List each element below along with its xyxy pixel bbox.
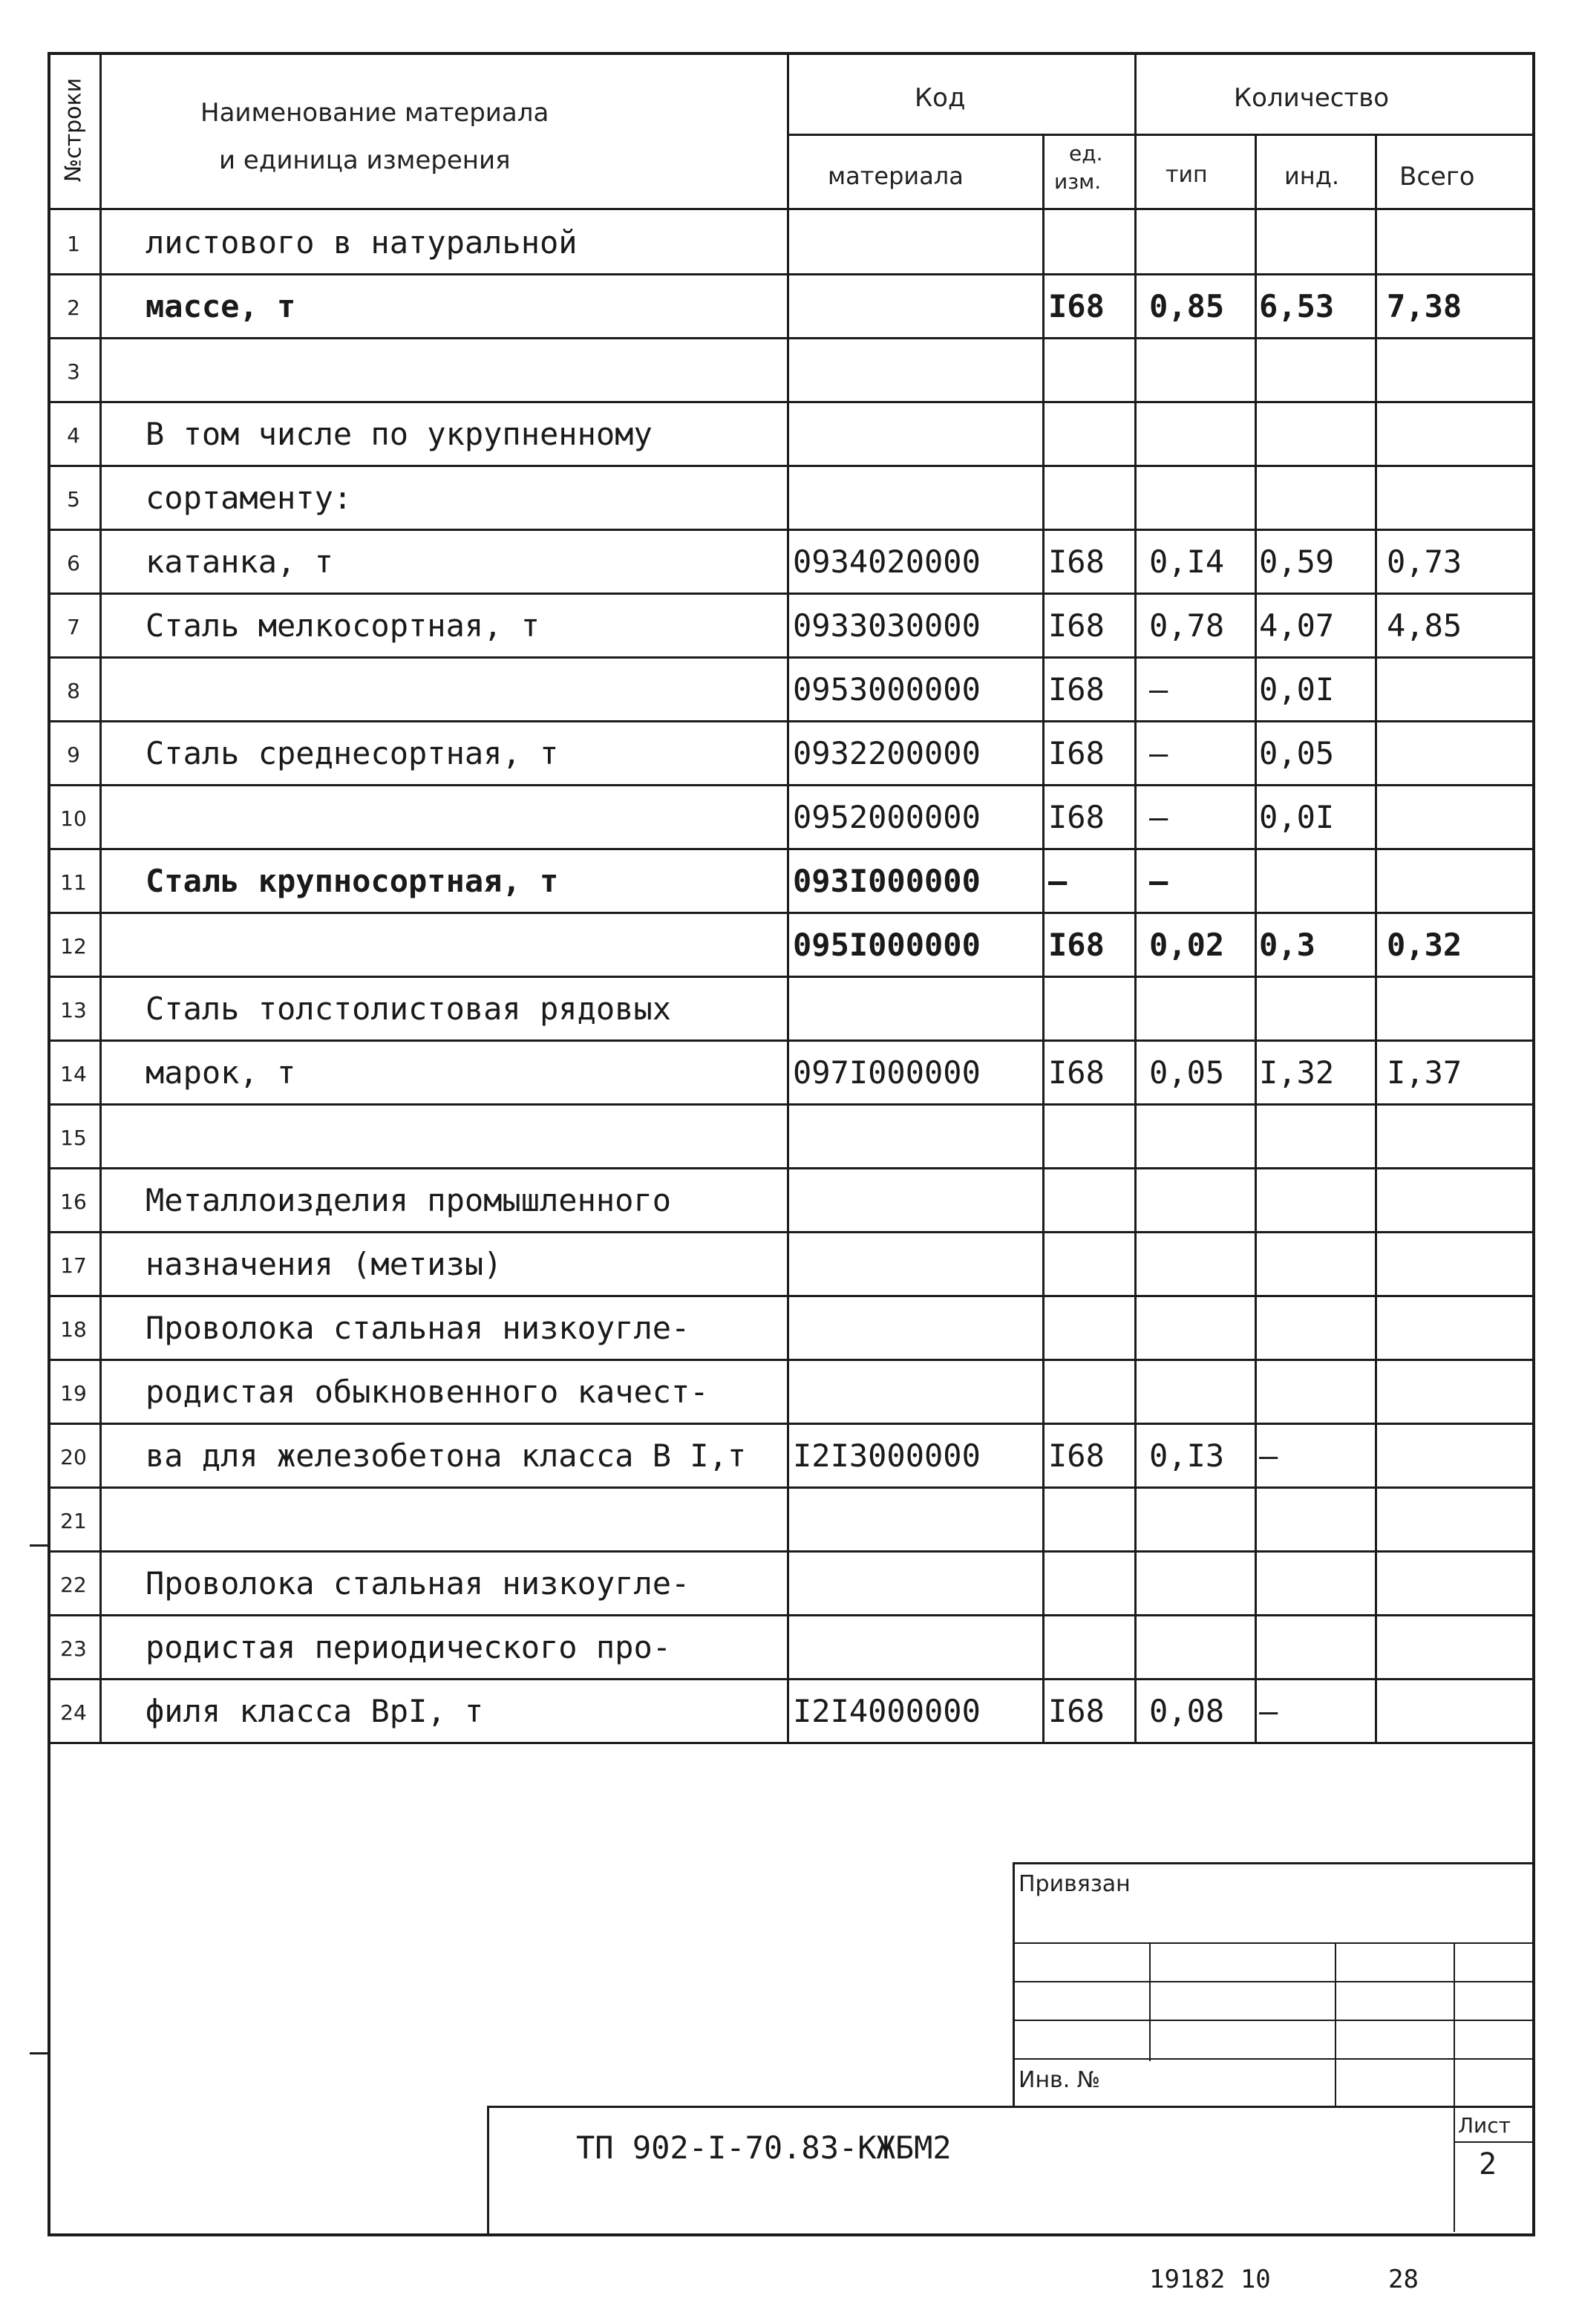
frame-right: [1532, 52, 1535, 2236]
unit-code: I68: [1048, 607, 1105, 644]
row-number: 8: [67, 679, 80, 703]
type-header: тип: [1166, 162, 1208, 188]
row-divider: [48, 1359, 1535, 1361]
row-divider: [48, 656, 1535, 659]
qty-ind: –: [1259, 1437, 1278, 1474]
row-number: 24: [60, 1700, 87, 1725]
margin-tick-top: [30, 1544, 49, 1547]
frame-bottom: [48, 2233, 1535, 2236]
material-name: ва для железобетона класса В I,т: [146, 1437, 747, 1474]
material-name: марок, т: [146, 1054, 296, 1091]
material-name: назначения (метизы): [146, 1246, 503, 1282]
name-header-line1: Наименование материала: [200, 98, 549, 128]
material-code: 095I000000: [793, 927, 981, 963]
row-number: 6: [67, 551, 80, 575]
col-line-type: [1255, 134, 1257, 1742]
material-code-header: материала: [828, 162, 964, 190]
sheet-box-line: [1454, 2141, 1534, 2143]
material-code: 0933030000: [793, 607, 981, 644]
qty-ind: 0,0I: [1259, 671, 1335, 708]
unit-code: I68: [1048, 927, 1105, 963]
unit-code: –: [1048, 863, 1068, 899]
row-divider: [48, 465, 1535, 467]
row-divider: [48, 1550, 1535, 1553]
row-number: 17: [60, 1253, 87, 1278]
material-name: Проволока стальная низкоугле-: [146, 1310, 690, 1346]
row-divider: [48, 401, 1535, 403]
qty-ind: 0,05: [1259, 735, 1335, 771]
row-divider: [48, 912, 1535, 914]
qty-type: 0,I4: [1149, 544, 1225, 580]
qty-ind: 0,3: [1259, 927, 1315, 963]
unit-code: I68: [1048, 799, 1105, 835]
archive-number: 19182 10: [1149, 2265, 1271, 2294]
qty-total: 7,38: [1387, 288, 1462, 324]
material-name: Сталь мелкосортная, т: [146, 607, 540, 644]
qty-total: 0,32: [1387, 927, 1462, 963]
material-code: 097I000000: [793, 1054, 981, 1091]
stamp-title-left: [487, 2106, 489, 2235]
row-divider: [48, 1486, 1535, 1489]
qty-type: –: [1149, 799, 1168, 835]
row-divider: [48, 1742, 1535, 1744]
col-line-code: [1042, 134, 1045, 1742]
sheet-label: Лист: [1458, 2113, 1511, 2138]
qty-ind: 0,0I: [1259, 799, 1335, 835]
qty-type: 0,85: [1149, 288, 1225, 324]
qty-type: –: [1149, 671, 1168, 708]
row-divider: [48, 1295, 1535, 1297]
row-number-header: [48, 52, 99, 208]
unit-header-line1: ед.: [1069, 141, 1103, 166]
unit-code: I68: [1048, 671, 1105, 708]
row-number: 2: [67, 296, 80, 320]
row-divider: [48, 1423, 1535, 1425]
material-name: сортаменту:: [146, 480, 353, 516]
row-number: 4: [67, 423, 80, 448]
row-divider: [48, 529, 1535, 531]
header-mid-line: [787, 134, 1534, 136]
margin-tick-bottom: [30, 2052, 49, 2054]
sheet-number: 2: [1479, 2147, 1497, 2181]
qty-type: 0,I3: [1149, 1437, 1225, 1474]
material-code: 0934020000: [793, 544, 981, 580]
header-bottom-line: [48, 208, 1535, 210]
material-name: Сталь толстолистовая рядовых: [146, 990, 672, 1027]
qty-type: 0,02: [1149, 927, 1225, 963]
row-number: 23: [60, 1636, 87, 1661]
qty-type: –: [1149, 863, 1168, 899]
row-number: 5: [67, 487, 80, 512]
row-divider: [48, 1231, 1535, 1233]
row-divider: [48, 1039, 1535, 1042]
stamp-line-3: [1013, 2020, 1534, 2021]
material-name: Металлоизделия промышленного: [146, 1182, 672, 1218]
stamp-left-line: [1013, 1862, 1015, 2107]
row-divider: [48, 273, 1535, 275]
unit-code: I68: [1048, 544, 1105, 580]
unit-code: I68: [1048, 1693, 1105, 1729]
stamp-line-2: [1013, 1981, 1534, 1982]
material-code: I2I3000000: [793, 1437, 981, 1474]
qty-total: 0,73: [1387, 544, 1462, 580]
row-number-header-label: №строки: [60, 77, 87, 183]
unit-code: I68: [1048, 1054, 1105, 1091]
row-number: 20: [60, 1445, 87, 1469]
row-divider: [48, 784, 1535, 786]
material-name: Проволока стальная низкоугле-: [146, 1565, 690, 1602]
row-number: 7: [67, 615, 80, 639]
material-name: листового в натуральной: [146, 224, 578, 261]
material-name: родистая периодического про-: [146, 1629, 672, 1665]
qty-ind: 6,53: [1259, 288, 1335, 324]
row-number: 1: [67, 232, 80, 256]
row-number: 22: [60, 1573, 87, 1597]
row-divider: [48, 1103, 1535, 1106]
col-line-ind: [1375, 134, 1377, 1742]
material-name: родистая обыкновенного качест-: [146, 1374, 709, 1410]
stamp-line-4: [1013, 2058, 1534, 2060]
row-number: 14: [60, 1062, 87, 1086]
qty-ind: 4,07: [1259, 607, 1335, 644]
row-divider: [48, 593, 1535, 595]
row-divider: [48, 720, 1535, 722]
qty-ind: –: [1259, 1693, 1278, 1729]
stamp-vline-3: [1454, 1942, 1455, 2232]
total-header: Всего: [1399, 162, 1475, 192]
material-name: катанка, т: [146, 544, 333, 580]
stamp-line-1: [1013, 1942, 1534, 1944]
row-number: 19: [60, 1381, 87, 1406]
stamp-vline-1: [1149, 1942, 1151, 2061]
row-number: 3: [67, 359, 80, 384]
stamp-top-line: [1013, 1862, 1534, 1864]
row-number: 9: [67, 742, 80, 767]
row-divider: [48, 848, 1535, 850]
row-number: 13: [60, 998, 87, 1022]
ind-header: инд.: [1284, 162, 1340, 190]
material-name: массе, т: [146, 288, 296, 324]
qty-type: 0,78: [1149, 607, 1225, 644]
row-number: 10: [60, 806, 87, 831]
qty-ind: I,32: [1259, 1054, 1335, 1091]
inventory-number-label: Инв. №: [1019, 2067, 1101, 2093]
material-name: филя класса ВрI, т: [146, 1693, 484, 1729]
frame-top: [48, 52, 1535, 55]
row-divider: [48, 337, 1535, 339]
qty-ind: 0,59: [1259, 544, 1335, 580]
qty-total: 4,85: [1387, 607, 1462, 644]
code-group-header: Код: [915, 83, 966, 113]
row-divider: [48, 1678, 1535, 1680]
material-name: Сталь крупносортная, т: [146, 863, 559, 899]
row-number: 15: [60, 1126, 87, 1150]
material-code: 0953000000: [793, 671, 981, 708]
qty-type: 0,05: [1149, 1054, 1225, 1091]
quantity-group-header: Количество: [1234, 83, 1390, 113]
row-divider: [48, 1167, 1535, 1169]
unit-code: I68: [1048, 1437, 1105, 1474]
row-number: 18: [60, 1317, 87, 1342]
qty-total: I,37: [1387, 1054, 1462, 1091]
qty-type: 0,08: [1149, 1693, 1225, 1729]
row-divider: [48, 976, 1535, 978]
material-code: 0952000000: [793, 799, 981, 835]
row-divider: [48, 1614, 1535, 1616]
attached-label: Привязан: [1019, 1871, 1131, 1897]
unit-header-line2: изм.: [1054, 169, 1102, 194]
row-number: 16: [60, 1189, 87, 1214]
stamp-vline-2: [1335, 1942, 1336, 2106]
row-number: 12: [60, 934, 87, 959]
page-number: 28: [1388, 2265, 1419, 2294]
row-number: 11: [60, 870, 87, 895]
name-header-line2: и единица измерения: [219, 146, 511, 175]
unit-code: I68: [1048, 288, 1105, 324]
material-code: I2I4000000: [793, 1693, 981, 1729]
row-number: 21: [60, 1509, 87, 1533]
material-code: 093I000000: [793, 863, 981, 899]
qty-type: –: [1149, 735, 1168, 771]
material-name: В том числе по укрупненному: [146, 416, 653, 452]
unit-code: I68: [1048, 735, 1105, 771]
stamp-title-top: [487, 2106, 1534, 2108]
material-code: 0932200000: [793, 735, 981, 771]
document-code: ТП 902-I-70.83-КЖБМ2: [576, 2129, 952, 2166]
material-name: Сталь среднесортная, т: [146, 735, 559, 771]
